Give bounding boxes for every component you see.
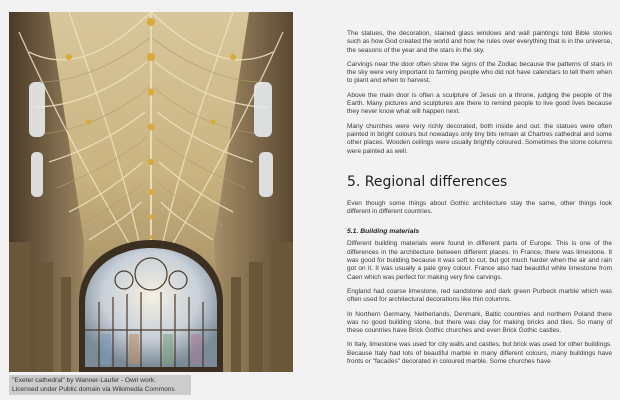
photo-caption bbox=[9, 375, 191, 395]
paragraph-main-door-sculpture: Above the main door is often a sculpture of Jesus on a throne, judging the people of the Earth. Many pictures and sculptures are there to remind people to live good lives because they never know what will happen next. bbox=[347, 91, 612, 116]
section-heading: 5. Regional differences bbox=[347, 173, 508, 190]
paragraph-materials-france: Different building materials were found in different parts of Europe. This is one of the differences in the architecture between different places. In France, there was limestone. It was good for building because it was soft to cut, but got much harder when the air and rain got on it. It was usually a pale grey colour. France also had beautiful white limestone from Caen which was perfect for making very fine carvings. bbox=[347, 240, 612, 281]
subsection-heading: 5.1. Building materials bbox=[347, 228, 420, 236]
paragraph-rich-decoration: Many churches were very richly decorated, both inside and out. the statues were often painted in bright colours but nowadays only tiny bits remain at Chartres cathedral and some other places. Wooden ceilings were usually brightly coloured. Sometimes the stone columns were painted as well. bbox=[347, 122, 612, 155]
exeter-cathedral-vault-image bbox=[9, 12, 293, 372]
paragraph-materials-england: England had coarse limestone, red sandstone and dark green Purbeck marble which was often used for architectural decorations like thin columns. bbox=[347, 287, 612, 304]
paragraph-zodiac-carvings: Carvings near the door often show the signs of the Zodiac because the patterns of stars in the sky were very important to farming people who did not have calendars to tell them when to plant and when to harvest. bbox=[347, 60, 612, 85]
caption-line-2: Licensed under Public domain via Wikimedia Commons bbox=[12, 386, 175, 393]
paragraph-materials-italy: In Italy, limestone was used for city walls and castles, but brick was used for other buildings. Because Italy had lots of beautiful marble in many different colours, many buildings have fronts or "facades" decorated in coloured marble. Some churches have bbox=[347, 341, 612, 366]
caption-line-1: "Exeter cathedral" by Wanner-Laufer - Own work. bbox=[12, 377, 157, 384]
paragraph-decoration-stories: The statues, the decoration, stained glass windows and wall paintings told Bible stories such as how God created the world and how he rules over everything that is in the universe, the seasons of the year and the stars in the sky. bbox=[347, 30, 612, 54]
section-intro-paragraph: Even though some things about Gothic architecture stay the same, other things look different in different countries. bbox=[347, 199, 612, 216]
article-text-column bbox=[347, 30, 612, 372]
cathedral-photo bbox=[9, 12, 293, 372]
paragraph-materials-northern-europe: In Northern Germany, Netherlands, Denmark, Baltic countries and northern Poland there was no good building stone, but there was clay for making bricks and tiles. So many of these countries have Brick Gothic churches and even Brick Gothic castles. bbox=[347, 310, 612, 335]
